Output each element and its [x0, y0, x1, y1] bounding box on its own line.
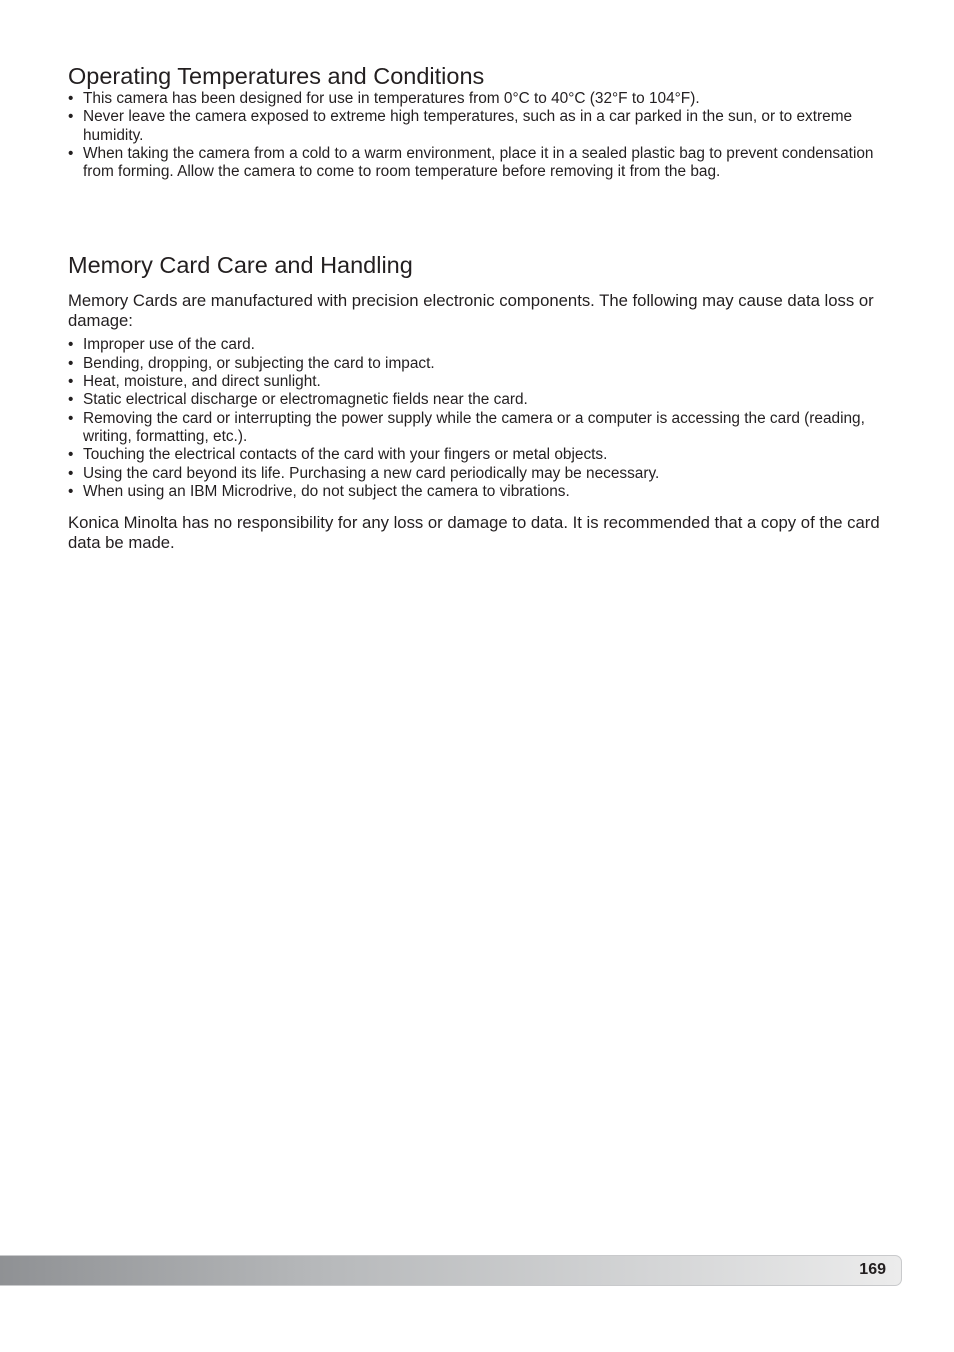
list-item [68, 446, 888, 464]
section-title-memory-card-care: Memory Card Care and Handling [68, 252, 413, 279]
bullet-icon: • [68, 354, 74, 372]
list-item-text: When using an IBM Microdrive, do not subject the camera to vibrations. [83, 482, 570, 500]
list-item-text: When taking the camera from a cold to a warm environment, place it in a sealed plastic bag to prevent condensation from forming. Allow the camera to come to room temperature before removing it from the bag. [83, 144, 874, 181]
disclaimer-paragraph: Konica Minolta has no responsibility for any loss or damage to data. It is recommended that a copy of the card data be made. [68, 513, 880, 552]
list-item-text: Static electrical discharge or electromagnetic fields near the card. [83, 391, 528, 409]
section-intro-paragraph: Memory Cards are manufactured with precision electronic components. The following may cause data loss or damage: [68, 291, 874, 330]
list-item [68, 410, 888, 447]
bullet-icon: • [68, 373, 74, 391]
list-item [68, 108, 888, 145]
list-item [68, 465, 888, 483]
list-item [68, 391, 888, 409]
bullet-icon: • [68, 108, 74, 126]
bullet-icon: • [68, 391, 74, 409]
list-item [68, 90, 888, 108]
bullet-icon: • [68, 464, 74, 482]
bullet-icon: • [68, 446, 74, 464]
list-item-text: Removing the card or interrupting the power supply while the camera or a computer is accessing the card (reading, writing, formatting, etc.). [83, 409, 865, 445]
footer-bar [0, 1255, 902, 1286]
list-item-text: Using the card beyond its life. Purchasing a new card periodically may be necessary. [83, 464, 660, 482]
page-number: 169 [859, 1261, 886, 1278]
bullet-list-memory-card-risks [68, 336, 888, 501]
list-item [68, 483, 888, 501]
list-item-text: Bending, dropping, or subjecting the card to impact. [83, 354, 435, 372]
bullet-list-operating-conditions [68, 90, 888, 181]
bullet-icon: • [68, 409, 74, 427]
list-item-text: Heat, moisture, and direct sunlight. [83, 373, 321, 391]
list-item-text: Never leave the camera exposed to extreme high temperatures, such as in a car parked in the sun, or to extreme humidity. [83, 108, 853, 144]
list-item [68, 373, 888, 391]
bullet-icon: • [68, 144, 74, 162]
page-content [68, 60, 888, 552]
list-item [68, 336, 888, 354]
list-item-text: Touching the electrical contacts of the card with your fingers or metal objects. [83, 446, 608, 464]
bullet-icon: • [68, 90, 74, 107]
list-item [68, 355, 888, 373]
list-item-text: This camera has been designed for use in temperatures from 0°C to 40°C (32°F to 104°F). [83, 90, 700, 107]
list-item [68, 145, 888, 182]
bullet-icon: • [68, 482, 74, 500]
list-item-text: Improper use of the card. [83, 336, 255, 354]
bullet-icon: • [68, 336, 74, 354]
section-title-operating-temperatures: Operating Temperatures and Conditions [68, 63, 485, 89]
